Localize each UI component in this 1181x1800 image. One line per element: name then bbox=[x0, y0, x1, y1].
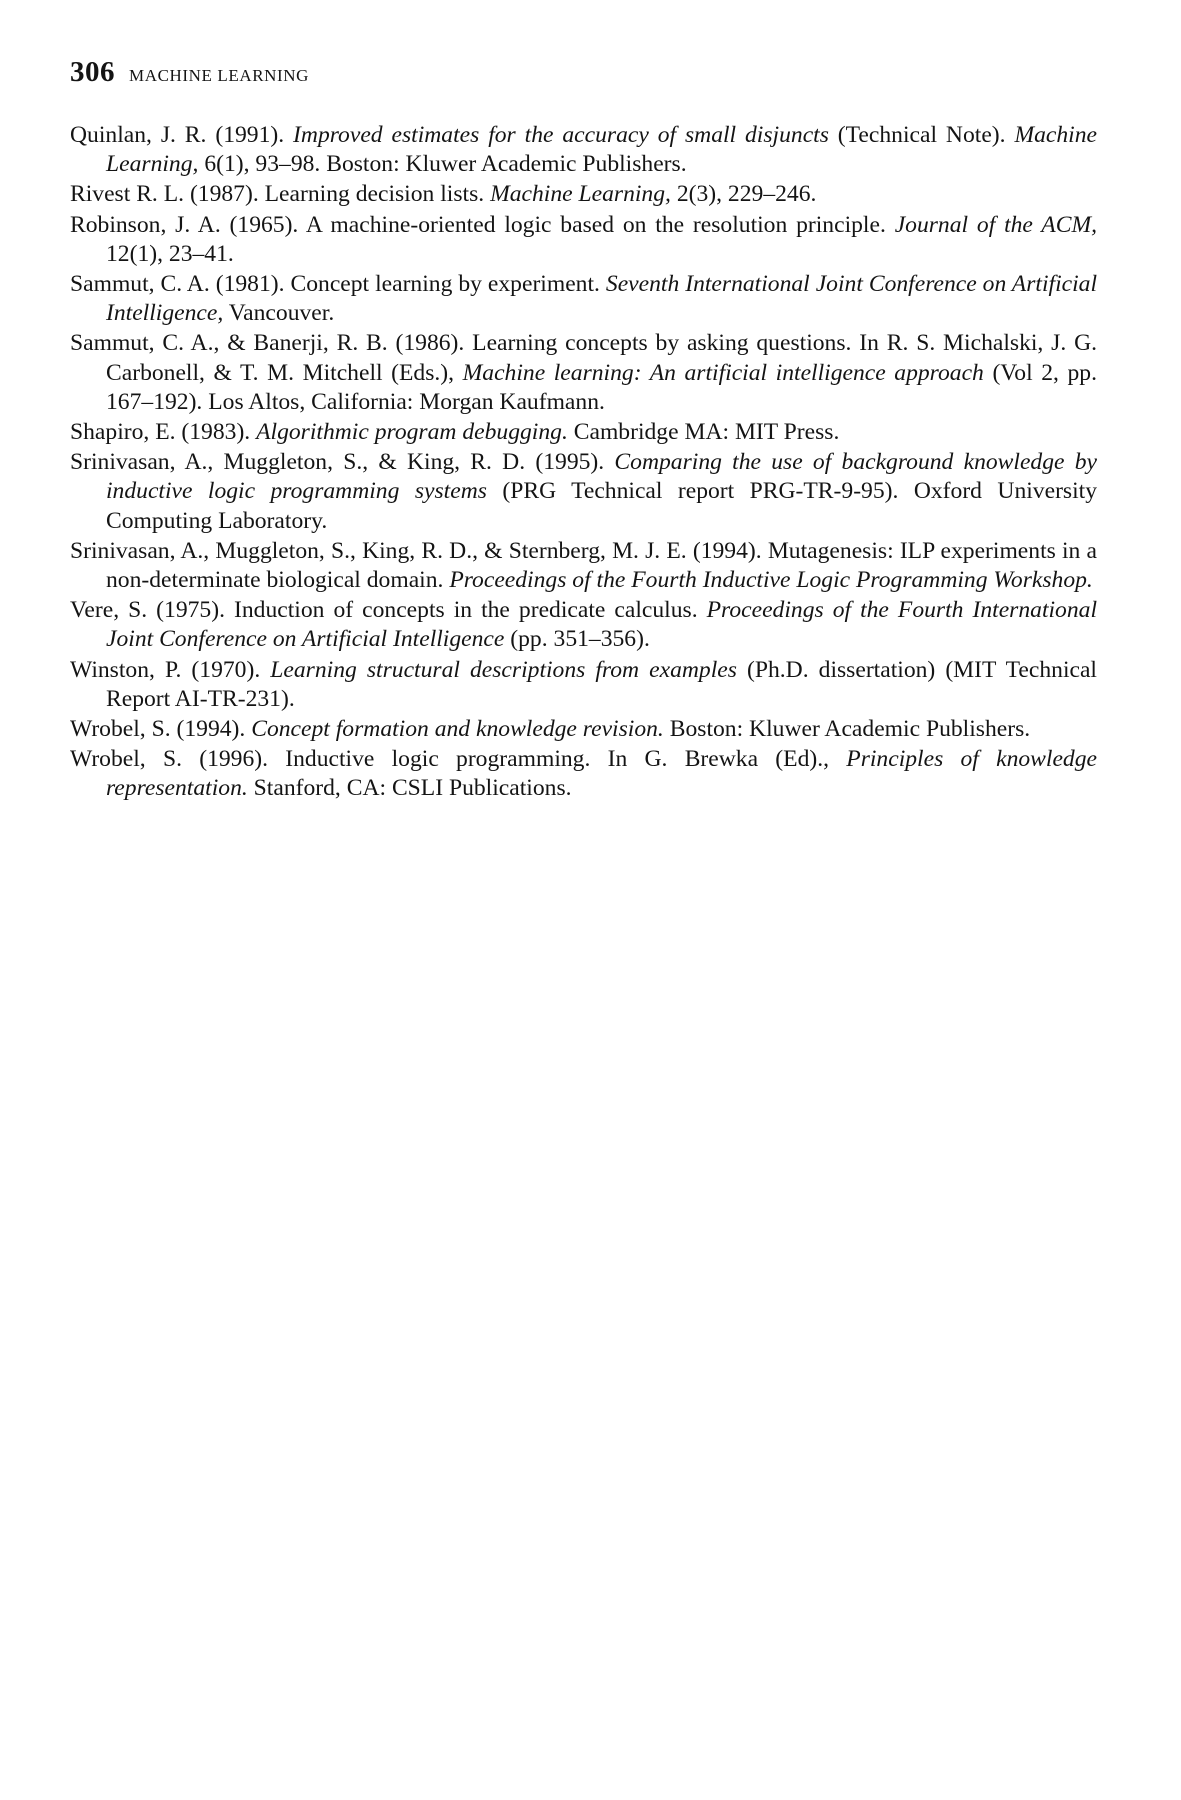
ref-details: 6(1), 93–98. Boston: Kluwer Academic Publishers. bbox=[198, 151, 687, 178]
ref-title: Inductive logic programming. In G. Brewka (Ed)., bbox=[285, 746, 847, 773]
ref-authors: Srinivasan, A., Muggleton, S., & King, R. D. (1995). bbox=[70, 449, 615, 476]
reference-entry-shapiro-1983 bbox=[70, 418, 1097, 447]
ref-authors: Winston, P. (1970). bbox=[70, 656, 271, 683]
ref-book: Machine learning: An artificial intelligence approach bbox=[462, 359, 984, 386]
ref-note: (Technical Note). bbox=[828, 122, 1015, 148]
ref-authors: Shapiro, E. (1983). bbox=[70, 419, 257, 446]
ref-title: Algorithmic program debugging. bbox=[256, 419, 568, 446]
ref-title: Mutagenesis: ILP experiments in a non-determinate biological domain. bbox=[106, 537, 1097, 594]
ref-journal: Journal of the ACM, bbox=[894, 211, 1097, 238]
reference-entry-wrobel-1996 bbox=[70, 745, 1097, 803]
ref-details: (Vol 2, pp. 167–192). Los Altos, California: Morgan Kaufmann. bbox=[106, 359, 1097, 415]
ref-title: Improved estimates for the accuracy of small disjuncts bbox=[293, 122, 829, 148]
reference-entry-winston-1970 bbox=[70, 656, 1097, 714]
ref-title: A machine-oriented logic based on the resolution principle. bbox=[305, 211, 895, 238]
reference-entry-robinson-1965 bbox=[70, 211, 1097, 269]
ref-title: Learning concepts by asking questions. In R. S. Michalski, J. G. Carbonell, & T. M. Mitchell (Eds.), bbox=[106, 330, 1098, 386]
ref-authors: Quinlan, J. R. (1991). bbox=[70, 122, 294, 148]
reference-entry-sammut-1981 bbox=[70, 270, 1097, 328]
ref-title: Learning structural descriptions from examples bbox=[270, 656, 737, 683]
reference-entry-wrobel-1994 bbox=[70, 715, 1097, 744]
ref-authors: Wrobel, S. (1996). bbox=[70, 746, 286, 773]
ref-venue: Proceedings of the Fourth International Joint Conference on Artificial Intelligence bbox=[106, 597, 1097, 653]
ref-details: Cambridge MA: MIT Press. bbox=[567, 419, 840, 446]
ref-details: (pp. 351–356). bbox=[504, 626, 650, 653]
ref-details: Vancouver. bbox=[223, 300, 335, 327]
ref-authors: Sammut, C. A. (1981). bbox=[70, 271, 291, 298]
page-number: 306 bbox=[70, 56, 115, 88]
ref-title: Concept learning by experiment. bbox=[290, 271, 606, 298]
reference-entry-quinlan-1991 bbox=[70, 121, 1097, 179]
reference-list bbox=[70, 121, 1097, 805]
ref-title: Comparing the use of background knowledge by inductive logic programming systems bbox=[106, 449, 1098, 505]
ref-authors: Robinson, J. A. (1965). bbox=[70, 211, 306, 238]
ref-authors: Srinivasan, A., Muggleton, S., King, R. D., & Sternberg, M. J. E. (1994). bbox=[70, 537, 768, 564]
reference-entry-vere-1975 bbox=[70, 596, 1097, 654]
reference-entry-srinivasan-1995 bbox=[70, 448, 1097, 536]
ref-details: (Ph.D. dissertation) (MIT Technical Report AI-TR-231). bbox=[106, 656, 1097, 712]
ref-details: Stanford, CA: CSLI Publications. bbox=[247, 775, 572, 802]
running-head bbox=[70, 56, 309, 89]
ref-authors: Wrobel, S. (1994). bbox=[70, 716, 252, 743]
ref-venue: Seventh International Joint Conference on Artificial Intelligence, bbox=[106, 271, 1098, 327]
section-title: MACHINE LEARNING bbox=[129, 66, 310, 85]
reference-entry-rivest-1987 bbox=[70, 180, 1097, 209]
ref-authors: Rivest R. L. (1987). bbox=[70, 181, 265, 208]
reference-entry-sammut-banerji-1986 bbox=[70, 329, 1097, 417]
ref-book: Principles of knowledge representation. bbox=[106, 746, 1097, 802]
ref-details: 12(1), 23–41. bbox=[106, 240, 234, 267]
ref-authors: Vere, S. (1975). bbox=[70, 597, 235, 624]
ref-details: (PRG Technical report PRG-TR-9-95). Oxford University Computing Laboratory. bbox=[106, 478, 1098, 534]
ref-title: Concept formation and knowledge revision. bbox=[251, 716, 664, 743]
ref-title: Induction of concepts in the predicate calculus. bbox=[234, 597, 707, 624]
ref-title: Learning decision lists. bbox=[264, 181, 491, 208]
ref-journal: Machine Learning, bbox=[490, 181, 671, 208]
ref-details: Boston: Kluwer Academic Publishers. bbox=[663, 716, 1031, 743]
reference-entry-srinivasan-1994 bbox=[70, 537, 1097, 595]
ref-authors: Sammut, C. A., & Banerji, R. B. (1986). bbox=[70, 330, 473, 357]
ref-journal: Machine Learning, bbox=[106, 122, 1097, 178]
ref-venue: Proceedings of the Fourth Inductive Logic Programming Workshop. bbox=[449, 567, 1093, 594]
ref-details: 2(3), 229–246. bbox=[670, 181, 817, 208]
